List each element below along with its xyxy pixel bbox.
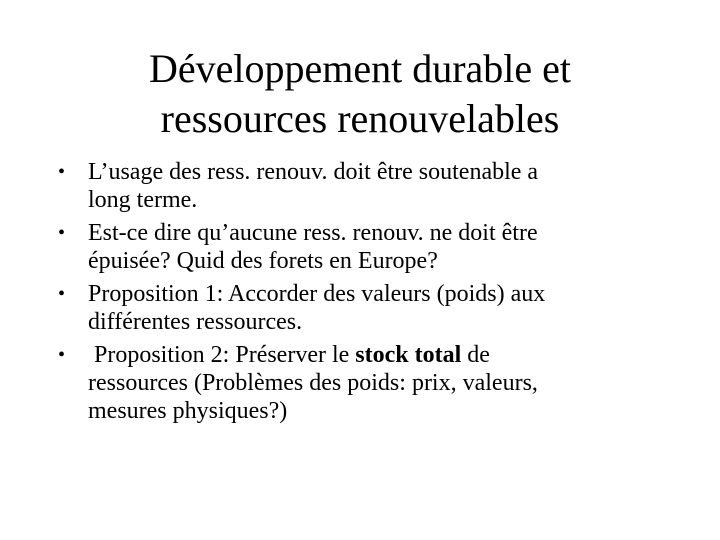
bullet-1-line-1: L’usage des ress. renouv. doit être soutenable a bbox=[88, 159, 539, 185]
bullet-2-line-1: Est-ce dire qu’aucune ress. renouv. ne doit être bbox=[88, 220, 538, 246]
bullet-marker: • bbox=[58, 283, 66, 305]
bullet-4-line-2: ressources (Problèmes des poids: prix, valeurs, bbox=[88, 370, 538, 396]
bullet-marker: • bbox=[58, 344, 66, 366]
title-line-2: ressources renouvelables bbox=[160, 96, 560, 141]
bullet-3-line-2: différentes ressources. bbox=[88, 309, 303, 335]
bullet-4-line-3: mesures physiques?) bbox=[88, 398, 288, 424]
slide-title bbox=[60, 44, 660, 144]
bullet-list bbox=[56, 158, 656, 430]
bullet-text bbox=[88, 341, 656, 425]
bullet-text bbox=[88, 280, 656, 336]
bullet-marker: • bbox=[58, 161, 66, 183]
bullet-2-line-2: épuisée? Quid des forets en Europe? bbox=[88, 248, 438, 274]
bullet-3-line-1: Proposition 1: Accorder des valeurs (poids) aux bbox=[88, 281, 546, 307]
bullet-item-2 bbox=[56, 219, 656, 275]
stock-total-emphasis: stock total bbox=[355, 342, 462, 368]
bullet-marker: • bbox=[58, 222, 66, 244]
bullet-1-line-2: long terme. bbox=[88, 187, 198, 213]
bullet-item-3 bbox=[56, 280, 656, 336]
bullet-text bbox=[88, 219, 656, 275]
bullet-4-line-1 bbox=[88, 341, 656, 369]
bullet-item-4 bbox=[56, 341, 656, 425]
bullet-4-line-1-post: de bbox=[461, 342, 490, 368]
title-line-1: Développement durable et bbox=[148, 46, 572, 91]
bullet-text bbox=[88, 158, 656, 214]
bullet-4-line-1-pre: Proposition 2: Préserver le bbox=[88, 342, 356, 368]
bullet-item-1 bbox=[56, 158, 656, 214]
